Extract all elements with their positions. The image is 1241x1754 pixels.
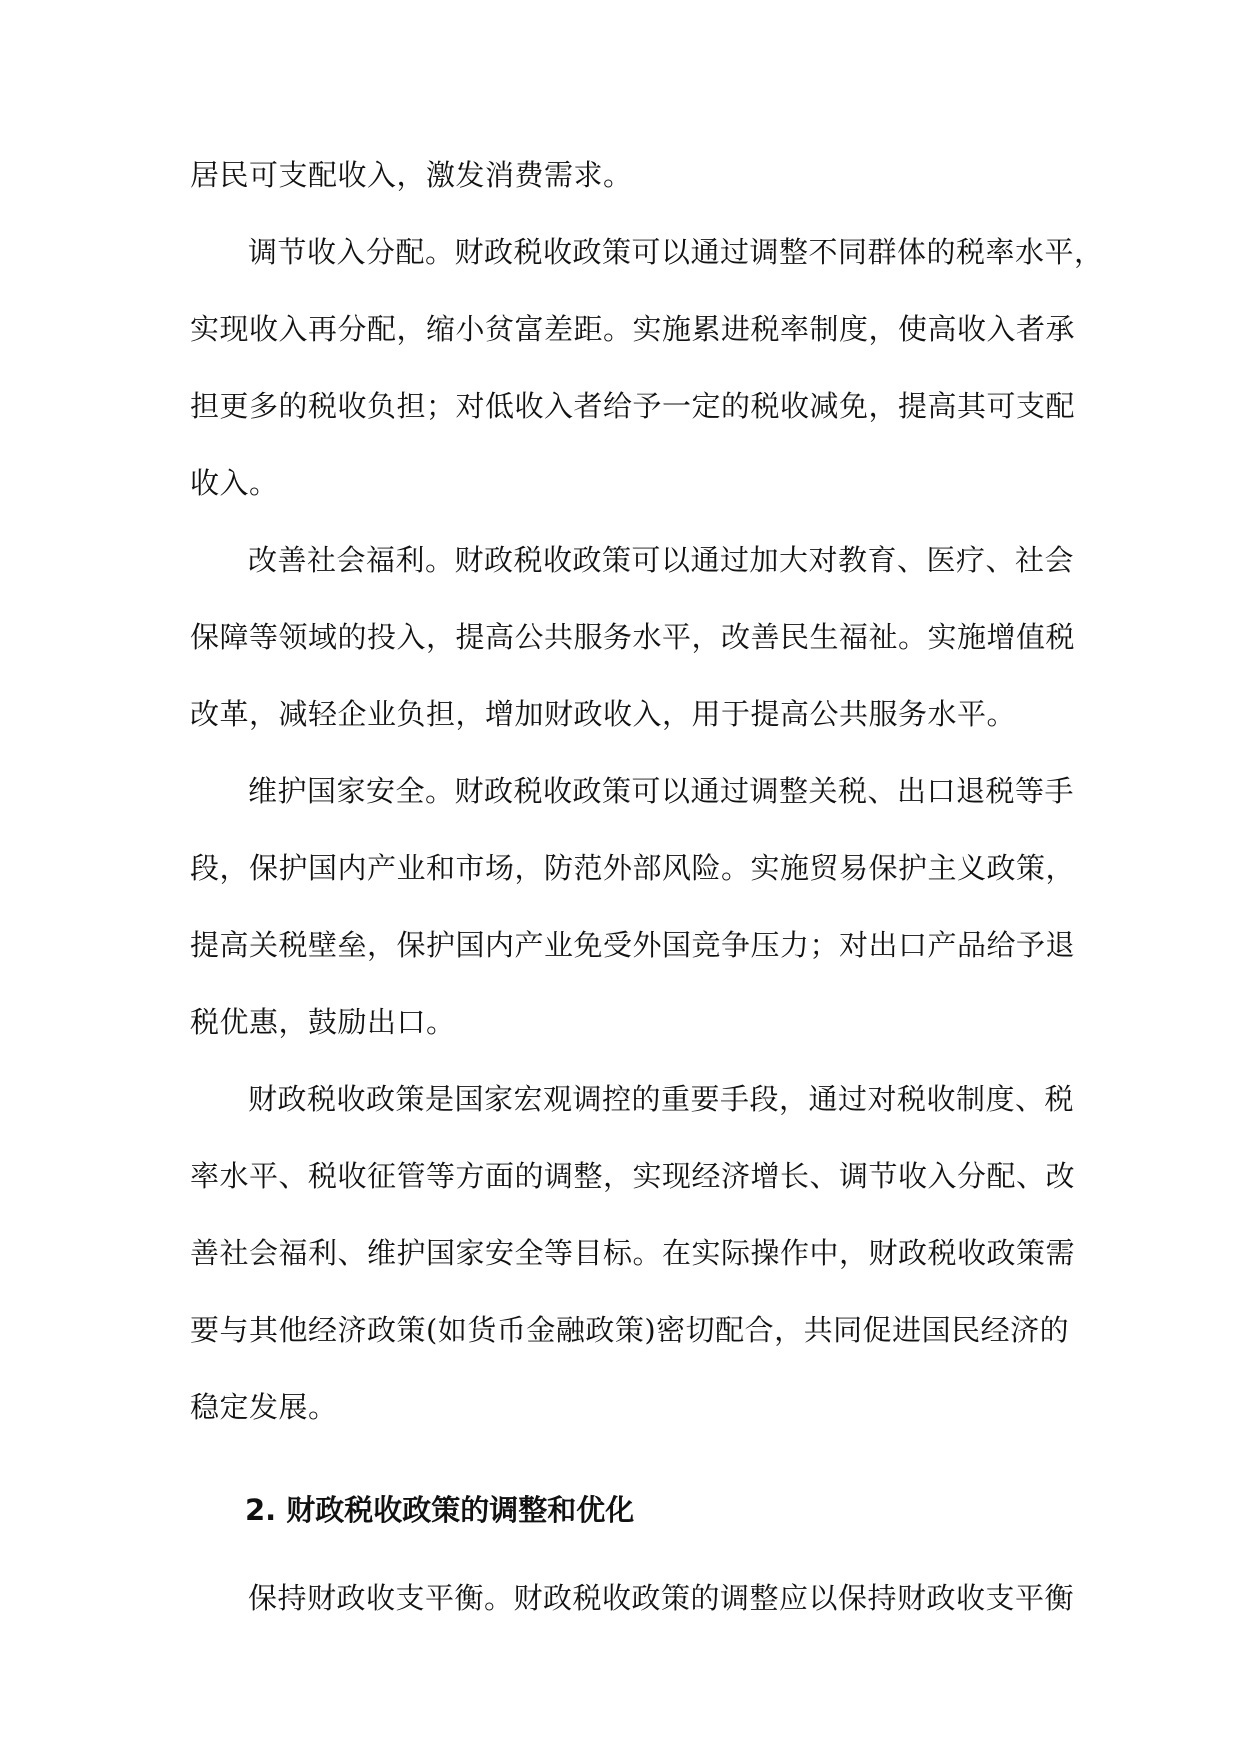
text-line: 实现收入再分配，缩小贫富差距。实施累进税率制度，使高收入者承: [190, 312, 1076, 346]
paragraph-start: 保持财政收支平衡。财政税收政策的调整应以保持财政收支平衡: [248, 1581, 1075, 1615]
paragraph-start: 财政税收政策是国家宏观调控的重要手段，通过对税收制度、税: [248, 1082, 1075, 1116]
text-line: 善社会福利、维护国家安全等目标。在实际操作中，财政税收政策需: [190, 1236, 1076, 1270]
paragraph-start: 调节收入分配。财政税收政策可以通过调整不同群体的税率水平，: [248, 235, 1104, 269]
text-line: 率水平、税收征管等方面的调整，实现经济增长、调节收入分配、改: [190, 1159, 1076, 1193]
text-line: 居民可支配收入，激发消费需求。: [190, 158, 633, 192]
text-line: 担更多的税收负担；对低收入者给予一定的税收减免，提高其可支配: [190, 389, 1076, 423]
text-line: 稳定发展。: [190, 1390, 338, 1424]
text-line: 税优惠，鼓励出口。: [190, 1005, 456, 1039]
text-line: 段，保护国内产业和市场，防范外部风险。实施贸易保护主义政策，: [190, 851, 1076, 885]
text-line: 要与其他经济政策(如货币金融政策)密切配合，共同促进国民经济的: [190, 1313, 1070, 1347]
text-line: 收入。: [190, 466, 279, 500]
text-line: 改革，减轻企业负担，增加财政收入，用于提高公共服务水平。: [190, 697, 1017, 731]
text-line: 提高关税壁垒，保护国内产业免受外国竞争压力；对出口产品给予退: [190, 928, 1076, 962]
paragraph-start: 改善社会福利。财政税收政策可以通过加大对教育、医疗、社会: [248, 543, 1075, 577]
section-heading: 2. 财政税收政策的调整和优化: [245, 1493, 635, 1527]
text-line: 保障等领域的投入，提高公共服务水平，改善民生福祉。实施增值税: [190, 620, 1076, 654]
paragraph-start: 维护国家安全。财政税收政策可以通过调整关税、出口退税等手: [248, 774, 1075, 808]
